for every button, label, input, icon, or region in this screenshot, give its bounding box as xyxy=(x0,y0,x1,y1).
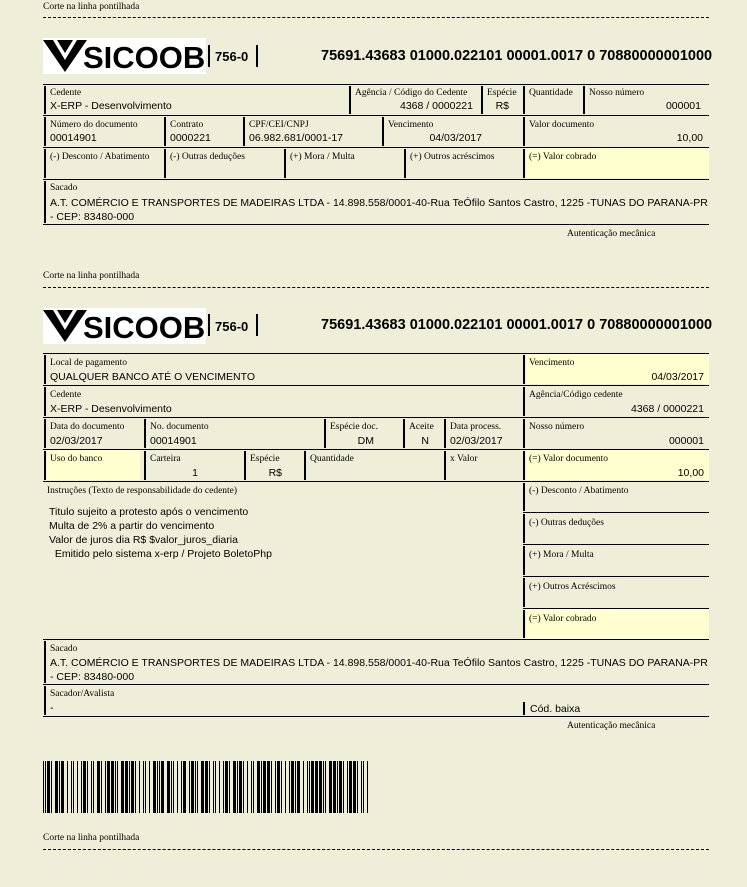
barcode-bar xyxy=(229,761,230,813)
cell-border xyxy=(44,86,46,114)
cell-border xyxy=(444,419,446,448)
barcode-bar xyxy=(237,761,238,813)
receipt-vencimento-label: Vencimento xyxy=(388,120,434,130)
barcode-bar xyxy=(173,761,174,813)
cell-border xyxy=(324,419,326,448)
barcode-bar xyxy=(131,761,134,813)
header-separator xyxy=(208,314,210,336)
barcode-bar xyxy=(353,761,356,813)
barcode-bar xyxy=(311,761,314,813)
barcode-bar xyxy=(213,761,214,813)
barcode-bar xyxy=(239,761,242,813)
slip-x-valor-label: x Valor xyxy=(450,454,478,464)
cell-border xyxy=(523,387,525,416)
slip-aceite-label: Aceite xyxy=(409,422,434,432)
slip-no-documento-value: 00014901 xyxy=(150,435,197,447)
cell-border xyxy=(523,451,525,480)
receipt-agencia-label: Agência / Código do Cedente xyxy=(355,88,468,98)
barcode-bar xyxy=(257,761,260,813)
barcode-icon xyxy=(43,761,370,813)
cell-border xyxy=(304,451,306,480)
slip-carteira-value: 1 xyxy=(192,467,198,479)
barcode-bar xyxy=(145,761,146,813)
barcode-bar xyxy=(77,761,78,813)
receipt-sacado-label: Sacado xyxy=(50,183,78,193)
barcode-bar xyxy=(271,761,272,813)
sicoob-logo-icon xyxy=(43,38,206,74)
cell-border xyxy=(243,117,245,146)
barcode-bar xyxy=(105,761,106,813)
slip-side-line xyxy=(523,512,709,513)
receipt-vencimento-value: 04/03/2017 xyxy=(429,132,482,144)
slip-row-line xyxy=(43,481,709,482)
cut-label-bottom: Corte na linha pontilhada xyxy=(43,833,140,843)
barcode-bar xyxy=(107,761,110,813)
cell-border xyxy=(44,149,46,178)
barcode-bar xyxy=(223,761,224,813)
slip-local-value: QUALQUER BANCO ATÉ O VENCIMENTO xyxy=(50,371,255,383)
cell-border xyxy=(583,86,585,114)
digitable-line: 75691.43683 01000.022101 00001.0017 0 70880000001000 xyxy=(321,48,713,64)
slip-cedente-label: Cedente xyxy=(50,390,82,400)
slip-especie-label: Espécie xyxy=(250,454,280,464)
slip-data-process-label: Data process. xyxy=(450,422,502,432)
barcode-bar xyxy=(51,761,52,813)
barcode-bar xyxy=(333,761,336,813)
slip-local-label: Local de pagamento xyxy=(50,358,128,368)
receipt-contrato-value: 0000221 xyxy=(170,132,211,144)
barcode-bar xyxy=(171,761,172,813)
receipt-top-line xyxy=(43,84,709,85)
barcode-bar xyxy=(247,761,248,813)
barcode-bar xyxy=(45,761,46,813)
cell-border xyxy=(164,117,166,146)
barcode-bar xyxy=(263,761,266,813)
receipt-quantidade-label: Quantidade xyxy=(529,88,573,98)
slip-instrucoes-label: Instruções (Texto de responsabilidade do cedente) xyxy=(47,486,238,496)
barcode-bar xyxy=(233,761,236,813)
receipt-cedente-label: Cedente xyxy=(50,88,82,98)
barcode-bar xyxy=(43,761,44,813)
barcode-bar xyxy=(209,761,210,813)
barcode-bar xyxy=(289,761,290,813)
cell-border xyxy=(523,578,525,607)
cell-border xyxy=(144,451,146,480)
slip-agencia-value: 4368 / 0000221 xyxy=(631,403,704,415)
barcode-bar xyxy=(149,761,150,813)
barcode-bar xyxy=(275,761,276,813)
cut-label-middle: Corte na linha pontilhada xyxy=(43,271,140,281)
receipt-mora-label: (+) Mora / Multa xyxy=(290,152,355,162)
barcode-bar xyxy=(325,761,326,813)
barcode-bar xyxy=(281,761,282,813)
barcode-bar xyxy=(285,761,286,813)
slip-valor-cobrado-label: (=) Valor cobrado xyxy=(529,614,597,624)
cut-line-top xyxy=(43,17,709,18)
cell-border xyxy=(44,641,46,683)
header-separator xyxy=(256,45,258,67)
cell-border xyxy=(523,514,525,543)
slip-quantidade-label: Quantidade xyxy=(310,454,354,464)
barcode-bar xyxy=(189,761,190,813)
barcode-bar xyxy=(261,761,262,813)
barcode-bar xyxy=(243,761,244,813)
barcode-bar xyxy=(93,761,94,813)
barcode-bar xyxy=(157,761,158,813)
barcode-bar xyxy=(367,761,368,813)
cell-border xyxy=(244,451,246,480)
slip-autenticacao: Autenticação mecânica xyxy=(567,721,656,731)
slip-data-documento-label: Data do documento xyxy=(50,422,125,432)
bank-code: 756-0 xyxy=(215,49,249,64)
sicoob-logo xyxy=(43,38,206,74)
slip-agencia-label: Agência/Código cedente xyxy=(529,390,623,400)
barcode-bar xyxy=(59,761,60,813)
slip-outras-deducoes-label: (-) Outras deduções xyxy=(529,518,604,528)
cell-border xyxy=(523,86,525,114)
cell-border xyxy=(44,451,46,480)
cell-border xyxy=(523,610,525,638)
slip-vencimento-value: 04/03/2017 xyxy=(651,371,704,383)
cell-border xyxy=(481,86,483,114)
barcode-bar xyxy=(277,761,280,813)
slip-mora-label: (+) Mora / Multa xyxy=(529,550,594,560)
slip-valor-documento-value: 10,00 xyxy=(677,467,704,479)
receipt-outros-acrescimos-label: (+) Outros acréscimos xyxy=(410,152,495,162)
slip-instrucao-line: Multa de 2% a partir do vencimento xyxy=(49,520,215,532)
slip-especie-doc-value: DM xyxy=(357,435,374,447)
barcode-bar xyxy=(71,761,72,813)
barcode-bar xyxy=(347,761,348,813)
barcode-bar xyxy=(215,761,216,813)
digitable-line-slip: 75691.43683 01000.022101 00001.0017 0 70880000001000 xyxy=(321,317,713,333)
sicoob-logo-icon xyxy=(43,308,206,344)
barcode-bar xyxy=(115,761,116,813)
slip-nosso-numero-label: Nosso número xyxy=(529,422,585,432)
barcode-bar xyxy=(97,761,100,813)
barcode-bar xyxy=(195,761,196,813)
receipt-cpf-label: CPF/CEI/CNPJ xyxy=(249,120,309,130)
cell-border xyxy=(523,149,525,178)
cell-border xyxy=(403,419,405,448)
receipt-row-line xyxy=(43,115,709,116)
slip-nosso-numero-value: 000001 xyxy=(668,435,704,447)
cell-border xyxy=(44,181,46,223)
receipt-sacado-line2: - CEP: 83480-000 xyxy=(50,211,135,223)
barcode-bar xyxy=(337,761,338,813)
cell-border xyxy=(284,149,286,178)
barcode-bar xyxy=(153,761,156,813)
barcode-bar xyxy=(135,761,136,813)
barcode-bar xyxy=(201,761,204,813)
receipt-valor-documento-label: Valor documento xyxy=(529,120,595,130)
barcode-bar xyxy=(339,761,342,813)
receipt-agencia-value: 4368 / 0000221 xyxy=(400,100,473,112)
cell-border xyxy=(523,355,525,384)
barcode-bar xyxy=(167,761,170,813)
cell-border xyxy=(349,86,351,114)
sicoob-logo-slip xyxy=(43,308,206,344)
cell-border xyxy=(164,149,166,178)
slip-row-line xyxy=(43,716,709,717)
barcode-bar xyxy=(101,761,102,813)
slip-sacado-label: Sacado xyxy=(50,644,78,654)
slip-data-process-value: 02/03/2017 xyxy=(450,435,503,447)
receipt-valor-cobrado-label: (=) Valor cobrado xyxy=(529,152,597,162)
receipt-nosso-numero-value: 000001 xyxy=(665,100,701,112)
barcode-bar xyxy=(67,761,68,813)
receipt-autenticacao: Autenticação mecânica xyxy=(567,229,656,239)
slip-no-documento-label: No. documento xyxy=(150,422,209,432)
cell-border xyxy=(44,419,46,448)
barcode-bar xyxy=(55,761,58,813)
receipt-numero-documento-label: Número do documento xyxy=(50,120,138,130)
barcode-bar xyxy=(125,761,128,813)
receipt-cedente-value: X-ERP - Desenvolvimento xyxy=(50,100,172,112)
cell-border xyxy=(144,419,146,448)
receipt-numero-documento-value: 00014901 xyxy=(50,132,97,144)
receipt-especie-value: R$ xyxy=(495,100,509,112)
slip-cedente-value: X-ERP - Desenvolvimento xyxy=(50,403,172,415)
cut-line-middle xyxy=(43,287,709,288)
receipt-cpf-value: 06.982.681/0001-17 xyxy=(249,132,344,144)
barcode-bar xyxy=(177,761,178,813)
cell-border xyxy=(44,387,46,416)
barcode-bar xyxy=(319,761,322,813)
slip-uso-banco-label: Uso do banco xyxy=(50,454,103,464)
slip-row-line xyxy=(43,684,709,685)
receipt-sacado-line1: A.T. COMÉRCIO E TRANSPORTES DE MADEIRAS LTDA - 14.898.558/0001-40-Rua TeÓfilo Santos Castro, 1225 -TUNAS DO PARANA-PR xyxy=(50,197,708,209)
slip-instrucao-line: Titulo sujeito a protesto após o vencimento xyxy=(49,506,249,518)
barcode-bar xyxy=(323,761,324,813)
slip-desconto-label: (-) Desconto / Abatimento xyxy=(529,486,629,496)
barcode-bar xyxy=(121,761,124,813)
barcode-bar xyxy=(91,761,92,813)
slip-data-documento-value: 02/03/2017 xyxy=(50,435,103,447)
slip-sacador-label: Sacador/Avalista xyxy=(50,689,115,699)
slip-cod-baixa-label: Cód. baixa xyxy=(530,703,581,715)
barcode-bar xyxy=(315,761,318,813)
slip-especie-value: R$ xyxy=(268,467,282,479)
slip-row-line xyxy=(43,639,709,640)
slip-sacador-value: - xyxy=(50,702,54,714)
cut-line-bottom xyxy=(43,849,709,850)
cell-border xyxy=(444,451,446,480)
header-separator xyxy=(256,314,258,336)
slip-valor-documento-label: (=) Valor documento xyxy=(529,454,609,464)
cell-border xyxy=(523,419,525,448)
barcode-bar xyxy=(129,761,130,813)
barcode-bar xyxy=(309,761,310,813)
cell-border xyxy=(523,702,525,715)
barcode-bar xyxy=(349,761,352,813)
barcode-bar xyxy=(73,761,74,813)
barcode-bar xyxy=(295,761,296,813)
receipt-row-line xyxy=(43,224,709,225)
barcode-bar xyxy=(181,761,182,813)
slip-instrucao-line: Emitido pelo sistema x-erp / Projeto BoletoPhp xyxy=(49,548,272,560)
slip-row-line xyxy=(43,417,709,418)
barcode-bar xyxy=(225,761,228,813)
slip-instrucao-line: Valor de juros dia R$ $valor_juros_diaria xyxy=(49,534,238,546)
cell-border xyxy=(44,686,46,715)
barcode-bar xyxy=(291,761,294,813)
cut-label-top: Corte na linha pontilhada xyxy=(43,2,140,12)
slip-especie-doc-label: Espécie doc. xyxy=(330,422,379,432)
barcode-bar xyxy=(161,761,164,813)
barcode-bar xyxy=(251,761,252,813)
cell-border xyxy=(404,149,406,178)
receipt-outras-deducoes-label: (-) Outras deduções xyxy=(170,152,245,162)
bank-code-slip: 756-0 xyxy=(215,319,249,334)
barcode-bar xyxy=(183,761,186,813)
receipt-desconto-label: (-) Desconto / Abatimento xyxy=(50,152,150,162)
receipt-especie-label: Espécie xyxy=(487,88,517,98)
barcode-bar xyxy=(61,761,64,813)
cell-border xyxy=(44,117,46,146)
header-separator xyxy=(208,45,210,67)
barcode-bar xyxy=(159,761,160,813)
cell-border xyxy=(44,355,46,384)
barcode-bar xyxy=(303,761,304,813)
barcode-bar xyxy=(297,761,300,813)
cell-border xyxy=(523,483,525,511)
barcode-bar xyxy=(253,761,254,813)
barcode-bar xyxy=(143,761,144,813)
logo-text: SICOOB xyxy=(83,40,206,74)
slip-row-line xyxy=(43,385,709,386)
barcode-bar xyxy=(111,761,114,813)
barcode-bar xyxy=(329,761,332,813)
cell-border xyxy=(523,117,525,146)
logo-text: SICOOB xyxy=(83,310,206,344)
slip-vencimento-label: Vencimento xyxy=(529,358,575,368)
receipt-row-line xyxy=(43,179,709,180)
barcode-bar xyxy=(357,761,358,813)
barcode-bar xyxy=(219,761,220,813)
barcode-bar xyxy=(191,761,194,813)
barcode-bar xyxy=(87,761,88,813)
cell-border xyxy=(382,117,384,146)
receipt-valor-documento-value: 10,00 xyxy=(676,132,703,144)
barcode-bar xyxy=(83,761,86,813)
barcode-bar xyxy=(307,761,308,813)
slip-carteira-label: Carteira xyxy=(150,454,181,464)
barcode-bar xyxy=(205,761,208,813)
barcode-bar xyxy=(139,761,140,813)
barcode-bar xyxy=(363,761,364,813)
slip-side-line xyxy=(523,576,709,577)
slip-outros-acrescimos-label: (+) Outros Acréscimos xyxy=(529,582,616,592)
barcode-bar xyxy=(267,761,270,813)
slip-sacado-line2: - CEP: 83480-000 xyxy=(50,671,135,683)
slip-sacado-line1: A.T. COMÉRCIO E TRANSPORTES DE MADEIRAS LTDA - 14.898.558/0001-40-Rua TeÓfilo Santos Castro, 1225 -TUNAS DO PARANA-PR xyxy=(50,657,708,669)
cell-border xyxy=(523,546,525,575)
slip-side-line xyxy=(523,544,709,545)
slip-aceite-value: N xyxy=(421,435,429,447)
barcode-bar xyxy=(47,761,50,813)
receipt-contrato-label: Contrato xyxy=(170,120,204,130)
barcode-bar xyxy=(361,761,362,813)
barcode-bar xyxy=(117,761,118,813)
barcode-bar xyxy=(81,761,82,813)
barcode-bar xyxy=(343,761,344,813)
receipt-nosso-numero-label: Nosso número xyxy=(589,88,645,98)
barcode-bar xyxy=(197,761,198,813)
